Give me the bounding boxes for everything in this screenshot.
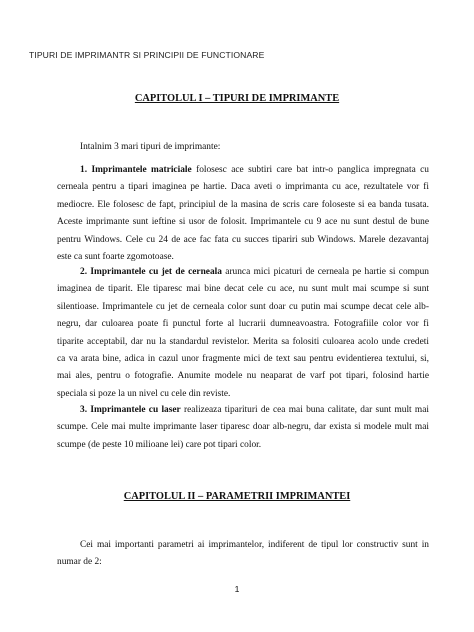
section-4-line-2: numar de 2: — [57, 557, 102, 568]
section-2-line-8: speciala si poze la un nivel cu cele din reviste. — [57, 388, 231, 399]
section-2-heading: 2. Imprimantele cu jet de cerneala — [80, 267, 222, 277]
section-2-paragraph — [57, 264, 429, 403]
section-3-paragraph — [57, 402, 429, 454]
section-3-line-3: scumpe (de peste 10 milioane lei) care pot tipari color. — [57, 439, 262, 450]
section-2-line-6: ca va arata bine, adica in cazul unor fragmente mici de text sau pentru evidentierea textului, si, — [57, 353, 429, 364]
section-1-line-4: Aceste imprimante sunt ieftine si usor de folosit. Imprimantele cu 9 ace nu sunt destul de bune — [57, 217, 429, 228]
section-3-line-1 — [57, 402, 429, 419]
section-2-line-7: mai ales, pentru o fotografie. Anumite modele nu neaparat de varf pot tipari, folosind hartie — [57, 371, 429, 382]
section-1-paragraph — [57, 162, 429, 266]
section-1-heading: 1. Imprimantele matriciale — [80, 165, 192, 175]
intro-paragraph — [57, 139, 429, 156]
section-3-heading: 3. Imprimantele cu laser — [80, 405, 181, 415]
section-1-line-1-text: folosesc ace subtiri care bat intr-o panglica impregnata cu — [191, 165, 429, 175]
section-1-line-5: pentru Windows. Cele cu 24 de ace fac fata cu succes tipariri sub Windows. Marele dezavantaj — [57, 234, 429, 245]
section-2-line-1 — [57, 264, 429, 281]
section-1-line-6: este ca sunt foarte zgomotoase. — [57, 251, 174, 262]
page-number: 1 — [234, 584, 240, 594]
section-2-line-5: tiparite acceptabil, dar nu la standardul revistelor. Merita sa folositi culoarea acolo unde credeti — [57, 336, 429, 347]
section-3-line-2: scumpe. Cele mai multe imprimante laser tiparesc doar alb-negru, dar exista si modele mult mai — [57, 422, 429, 433]
section-2-line-1-text: aruncа mici picaturi de cerneala pe hartie si compun — [221, 267, 429, 277]
section-1-line-1 — [57, 162, 429, 179]
section-1-line-3: mediocre. Ele folosesc de fapt, principiul de la masina de scris care foloseste si ea banda tusata. — [57, 199, 429, 210]
section-4-line-1: Cei mai importanti parametri ai imprimantelor, indiferent de tipul lor constructiv sunt in — [80, 540, 429, 550]
section-4-paragraph — [57, 537, 429, 572]
chapter-2-title: CAPITOLUL II – PARAMETRII IMPRIMANTEI — [123, 491, 351, 502]
document-header: TIPURI DE IMPRIMANTR SI PRINCIPII DE FUNCTIONARE — [29, 50, 265, 60]
section-1-line-2: cerneala pentru a tipari imaginea pe hartie. Daca aveti o imprimanta cu ace, rezultatele vor fi — [57, 182, 429, 193]
intro-line: Intalnim 3 mari tipuri de imprimante: — [80, 142, 221, 152]
section-2-line-4: negru, dar culoarea poate fi punctul forte al lucrarii dumneavoastra. Fotografiile color vor fi — [57, 319, 429, 330]
chapter-1-title: CAPITOLUL I – TIPURI DE IMPRIMANTE — [134, 93, 340, 104]
section-3-line-1-text: realizeaza tipariturі de cea mai buna calitate, dar sunt mult mai — [180, 405, 429, 415]
section-2-line-3: silentioase. Imprimantele cu jet de cerneala color sunt doar cu putin mai scumpe decat cele alb- — [57, 301, 429, 312]
section-2-line-2: imaginea de tiparit. Ele tiparesc mai bine decat cele cu ace, nu sunt mult mai scumpe si sunt — [57, 284, 429, 295]
